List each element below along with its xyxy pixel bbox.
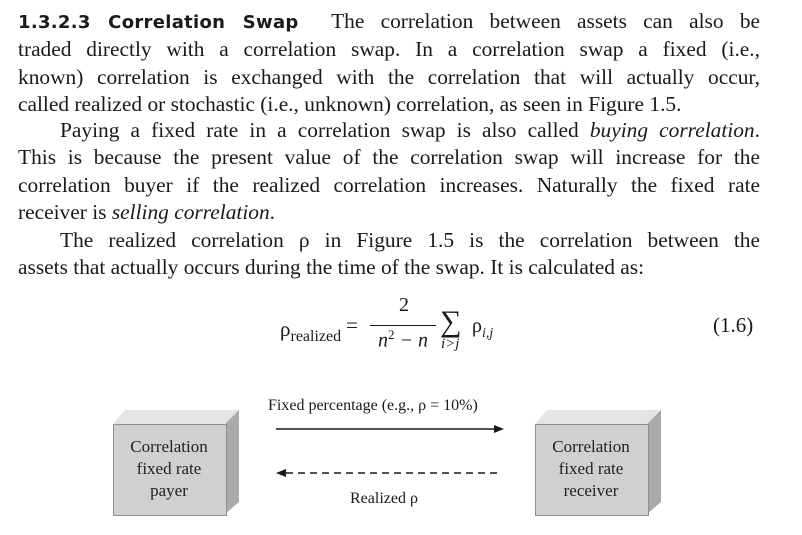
paragraph-buying-correlation [18,117,760,226]
section-heading: 1.3.2.3 Correlation Swap [18,12,299,33]
arrowhead-right [494,425,504,433]
summation-term: $\rho_{i,j}$ [472,315,494,341]
box-fixed-rate-receiver [535,410,661,516]
text-line: called realized or stochastic (i.e., unknown) correlation, as seen in Figure 1.5. [18,91,682,116]
box-side-face [647,410,661,514]
box-top-face [535,410,661,424]
box-top-face [113,410,239,424]
term-buying-correlation: buying correlation [589,118,755,142]
fraction-denominator: $n^2 - n$ [378,327,428,352]
fraction-numerator: 2 [399,294,409,316]
box-side-face [225,410,239,514]
equation-1-6 [0,293,802,363]
arrowhead-left [276,469,286,477]
summation-sign: ∑ [440,305,462,338]
equation-number: (1.6) [713,313,754,337]
diagram-arrows [270,420,510,490]
paragraph-realized-correlation [18,227,760,282]
equation-lhs: $\rho_{realized}$ [280,317,342,346]
text-line: The correlation between assets can also be [331,9,761,33]
text-run: receiver is [18,199,112,224]
term-selling-correlation: selling correlation [111,199,270,224]
text-line: assets that actually occurs during the time of the swap. It is calculated as: [18,255,645,280]
text-run: . [269,199,276,224]
paragraph-correlation-swap-intro [18,8,760,118]
text-line: correlation buyer if the realized correlation increases. Naturally the fixed rate [18,172,760,197]
summation-index: i>j [441,336,460,352]
box-label: Correlation fixed rate payer [130,437,208,500]
text-line: The realized correlation ρ in Figure 1.5 is the correlation between the [60,228,760,252]
box-fixed-rate-payer [113,410,239,516]
text-run: Paying a fixed rate in a correlation swap is also called [60,118,590,142]
text-line: known) correlation is exchanged with the correlation that will actually occur, [18,64,760,89]
fixed-percentage-label: Fixed percentage (e.g., ρ = 10%) [268,397,478,414]
equals-sign: = [346,313,358,337]
realized-rho-label: Realized ρ [350,490,418,507]
box-label: Correlation fixed rate receiver [552,437,630,500]
text-line: traded directly with a correlation swap. In a correlation swap a fixed (i.e., [18,37,760,62]
text-run: . [754,118,760,142]
text-line: This is because the present value of the correlation swap will increase for the [18,145,760,170]
